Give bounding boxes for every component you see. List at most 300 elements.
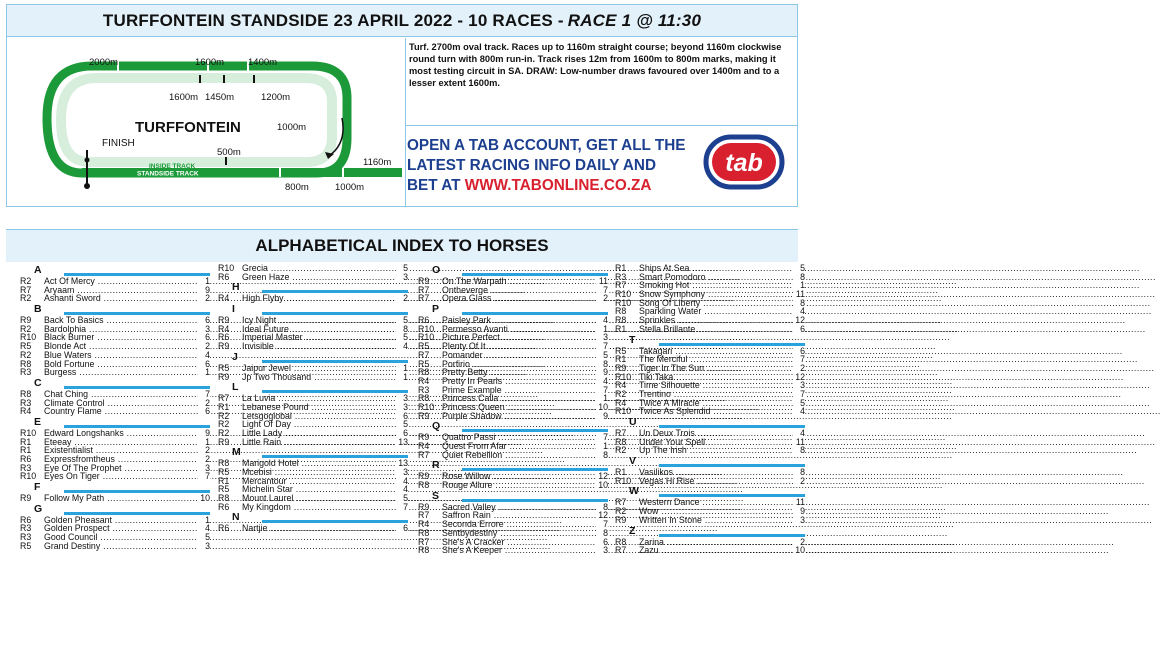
- horse-name: Grand Destiny .....: [44, 542, 198, 551]
- saddle-cloth-number: 8: [596, 529, 608, 538]
- horse-name: Act Of Mercy .....: [44, 277, 198, 286]
- race-number: R1: [218, 401, 230, 412]
- horse-name: Purple Shadow .....: [442, 412, 596, 421]
- saddle-cloth-number: 1: [198, 438, 210, 447]
- race-number: R8: [615, 315, 627, 326]
- race-number: R10: [418, 323, 435, 334]
- horse-name: Imperial Master .....: [242, 333, 396, 342]
- saddle-cloth-number: 4: [596, 316, 608, 325]
- saddle-cloth-number: 1: [596, 394, 608, 403]
- saddle-cloth-number: 4: [396, 477, 408, 486]
- race-number: R8: [418, 393, 430, 404]
- race-number: R6: [218, 501, 230, 512]
- race-number: R8: [20, 388, 32, 399]
- race-number: R5: [218, 362, 230, 373]
- race-number: R2: [20, 349, 32, 360]
- saddle-cloth-number: 3: [793, 381, 805, 390]
- saddle-cloth-number: 3: [793, 516, 805, 525]
- horse-entry: [218, 273, 408, 282]
- horse-name: Prime Example .....: [442, 386, 596, 395]
- saddle-cloth-number: 4: [198, 524, 210, 533]
- saddle-cloth-number: 11: [793, 498, 805, 507]
- saddle-cloth-number: 6: [396, 412, 408, 421]
- horse-name: Mcebisi .....: [242, 468, 396, 477]
- horse-name: Blue Waters .....: [44, 351, 198, 360]
- saddle-cloth-number: 5: [596, 351, 608, 360]
- saddle-cloth-number: 2: [396, 294, 408, 303]
- race-number: R4: [218, 293, 230, 304]
- horse-name: Ashanti Sword .....: [44, 294, 198, 303]
- meeting-title: TURFFONTEIN STANDSIDE 23 APRIL 2022 - 10 RACES -: [102, 10, 564, 30]
- horse-name: Seconda Errore .....: [442, 520, 596, 529]
- race-number: R4: [418, 441, 430, 451]
- horse-name: Eye Of The Prophet .....: [44, 464, 198, 473]
- saddle-cloth-number: 12: [596, 511, 608, 520]
- mark-1000-inner: 1000m: [277, 122, 307, 133]
- horse-entry: [418, 451, 608, 460]
- horse-name: Takagari .....: [639, 347, 793, 356]
- saddle-cloth-number: 6: [793, 347, 805, 356]
- race-number: R7: [418, 293, 430, 304]
- horse-name: Pretty Betty .....: [442, 368, 596, 377]
- letter-label: J: [232, 350, 238, 363]
- tab-logo-text: tab: [725, 149, 763, 177]
- race-number: R7: [615, 497, 627, 508]
- race-number: R5: [20, 341, 32, 352]
- horse-entry: [615, 516, 805, 525]
- race-number: R7: [418, 536, 430, 547]
- saddle-cloth-number: 4: [793, 307, 805, 316]
- horse-entry: [20, 368, 210, 377]
- horse-name: Marigold Hotel .....: [242, 459, 396, 468]
- race-time: RACE 1 @ 11:30: [567, 10, 702, 30]
- horse-name: On The Warpath .....: [442, 277, 596, 286]
- race-number: R5: [615, 345, 627, 356]
- horse-entry: [218, 294, 408, 303]
- saddle-cloth-number: 10: [596, 481, 608, 490]
- saddle-cloth-number: 7: [596, 520, 608, 529]
- race-number: R6: [218, 271, 230, 282]
- horse-name: Lebanese Pound .....: [242, 403, 396, 412]
- horse-name: Mercantour .....: [242, 477, 396, 486]
- horse-name: Green Haze .....: [242, 273, 396, 282]
- saddle-cloth-number: 1: [793, 281, 805, 290]
- horse-name: Ships At Sea .....: [639, 264, 793, 273]
- race-number: R7: [418, 349, 430, 360]
- race-header: [7, 5, 797, 37]
- race-number: R3: [20, 532, 32, 543]
- horse-name: Plenty Of It .....: [442, 342, 596, 351]
- letter-label: N: [232, 511, 240, 524]
- letter-label: U: [629, 416, 637, 428]
- letter-label: S: [432, 489, 440, 502]
- horse-entry: [218, 342, 408, 351]
- horse-entry: [218, 438, 408, 447]
- horse-name: She's A Keeper .....: [442, 546, 596, 555]
- saddle-cloth-number: 6: [198, 333, 210, 342]
- race-number: R10: [615, 297, 632, 308]
- race-number: R10: [615, 289, 632, 300]
- finish-label: FINISH: [102, 138, 135, 149]
- letter-label: H: [232, 281, 240, 294]
- race-number: R3: [20, 367, 32, 378]
- race-number: R3: [20, 397, 32, 408]
- horse-name: Eteeay .....: [44, 438, 198, 447]
- letter-label: E: [34, 415, 42, 428]
- horse-name: Snow Symphony .....: [639, 290, 793, 299]
- saddle-cloth-number: 11: [793, 438, 805, 447]
- race-number: R8: [418, 527, 430, 538]
- horse-name: Vasilikos .....: [639, 468, 793, 477]
- mark-1450: 1450m: [205, 92, 235, 103]
- race-number: R8: [615, 436, 627, 447]
- horse-name: Bardolphia .....: [44, 325, 198, 334]
- race-number: R10: [615, 371, 632, 382]
- horse-name: Zazu .....: [639, 546, 793, 555]
- standside-track-label: STANDSIDE TRACK: [137, 170, 199, 178]
- letter-heading: [418, 490, 608, 503]
- horse-name: Icy Night .....: [242, 316, 396, 325]
- saddle-cloth-number: 8: [793, 299, 805, 308]
- saddle-cloth-number: 9: [793, 507, 805, 516]
- horse-name: Opera Glass .....: [442, 294, 596, 303]
- letter-label: O: [432, 264, 441, 276]
- race-number: R8: [418, 367, 430, 378]
- tab-logo[interactable]: [703, 134, 785, 190]
- saddle-cloth-number: 8: [596, 503, 608, 512]
- saddle-cloth-number: 13: [396, 459, 408, 468]
- horse-name: Princess Calla .....: [442, 394, 596, 403]
- saddle-cloth-number: 5: [198, 533, 210, 542]
- horse-entry: [218, 503, 408, 512]
- letter-heading: [615, 334, 805, 347]
- horse-name: Porfirio .....: [442, 360, 596, 369]
- race-number: R2: [20, 276, 32, 286]
- saddle-cloth-number: 1: [396, 364, 408, 373]
- saddle-cloth-number: 5: [396, 420, 408, 429]
- horse-name: Western Dance .....: [639, 498, 793, 507]
- index-header: ALPHABETICAL INDEX TO HORSES: [6, 229, 798, 262]
- horse-name: Existentialist .....: [44, 446, 198, 455]
- race-number: R5: [218, 484, 230, 495]
- race-number: R1: [615, 263, 627, 273]
- mark-1200: 1200m: [261, 92, 291, 103]
- horse-name: Little Rain .....: [242, 438, 396, 447]
- race-number: R10: [20, 471, 37, 482]
- race-number: R1: [615, 323, 627, 334]
- horse-entry: [418, 546, 608, 555]
- race-number: R6: [418, 315, 430, 326]
- race-number: R5: [418, 341, 430, 352]
- horse-entry: [418, 412, 608, 421]
- index-column-2: [218, 264, 408, 533]
- saddle-cloth-number: 2: [198, 399, 210, 408]
- race-number: R7: [418, 284, 430, 295]
- horse-name: Rouge Allure .....: [442, 481, 596, 490]
- horse-name: Chat Ching .....: [44, 390, 198, 399]
- horse-name: Little Lady .....: [242, 429, 396, 438]
- horse-name: Ontheverge .....: [442, 286, 596, 295]
- horse-name: Tiger In The Sun .....: [639, 364, 793, 373]
- letter-label: V: [629, 455, 637, 468]
- race-number: R8: [615, 306, 627, 317]
- race-number: R9: [218, 315, 230, 326]
- horse-name: Permesso Avanti .....: [442, 325, 596, 334]
- horse-name: High Flyby .....: [242, 294, 396, 303]
- horse-name: Under Your Spell .....: [639, 438, 793, 447]
- race-number: R2: [218, 419, 230, 430]
- race-number: R6: [218, 332, 230, 343]
- letter-heading: [218, 351, 408, 364]
- horse-name: Time Silhouette .....: [639, 381, 793, 390]
- horse-name: Princess Queen .....: [442, 403, 596, 412]
- saddle-cloth-number: 12: [793, 316, 805, 325]
- race-number: R2: [615, 388, 627, 399]
- race-number: R2: [218, 427, 230, 438]
- race-number: R2: [615, 506, 627, 517]
- horse-entry: [615, 325, 805, 334]
- saddle-cloth-number: 2: [596, 294, 608, 303]
- horse-name: My Kingdom .....: [242, 503, 396, 512]
- horse-entry: [218, 524, 408, 533]
- horse-name: Smart Pomodoro .....: [639, 273, 793, 282]
- saddle-cloth-number: 4: [793, 429, 805, 438]
- race-number: R9: [615, 362, 627, 373]
- saddle-cloth-number: 12: [596, 472, 608, 481]
- saddle-cloth-number: 4: [396, 342, 408, 351]
- horse-name: Bold Fortune .....: [44, 360, 198, 369]
- horse-name: Smoking Hot .....: [639, 281, 793, 290]
- letter-label: C: [34, 376, 42, 389]
- saddle-cloth-number: 4: [793, 407, 805, 416]
- letter-heading: [20, 416, 210, 429]
- letter-label: A: [34, 264, 42, 276]
- race-number: R3: [615, 271, 627, 282]
- letter-label: I: [232, 303, 235, 316]
- index-column-3: [418, 264, 608, 555]
- race-number: R1: [615, 467, 627, 478]
- horse-name: Stella Brillante .....: [639, 325, 793, 334]
- letter-heading: [615, 525, 805, 538]
- horse-name: Eyes On Tiger .....: [44, 472, 198, 481]
- promo-line-3: BET AT: [407, 177, 461, 194]
- saddle-cloth-number: 2: [198, 294, 210, 303]
- horse-entry: [615, 477, 805, 486]
- letter-label: R: [432, 459, 440, 472]
- mark-500: 500m: [217, 147, 241, 158]
- letter-label: T: [629, 333, 636, 346]
- mark-1000-straight: 1000m: [335, 182, 365, 193]
- saddle-cloth-number: 7: [793, 390, 805, 399]
- race-number: R7: [20, 284, 32, 295]
- saddle-cloth-number: 4: [198, 351, 210, 360]
- race-number: R1: [20, 436, 32, 447]
- horse-name: Zarina .....: [639, 538, 793, 547]
- horse-name: Aryaam .....: [44, 286, 198, 295]
- horse-name: Quest From Afar .....: [442, 442, 596, 451]
- horse-name: Burgess .....: [44, 368, 198, 377]
- horse-name: Trentino .....: [639, 390, 793, 399]
- race-number: R10: [418, 401, 435, 412]
- horse-name: La Luvia .....: [242, 394, 396, 403]
- horse-name: Un Deux Trois .....: [639, 429, 793, 438]
- saddle-cloth-number: 3: [596, 333, 608, 342]
- mark-2000: 2000m: [89, 57, 119, 68]
- saddle-cloth-number: 2: [198, 342, 210, 351]
- saddle-cloth-number: 6: [596, 538, 608, 547]
- saddle-cloth-number: 9: [596, 368, 608, 377]
- horse-name: Jaipur Jewel .....: [242, 364, 396, 373]
- race-number: R8: [418, 545, 430, 556]
- saddle-cloth-number: 7: [198, 472, 210, 481]
- letter-label: B: [34, 303, 42, 316]
- promo-url-link[interactable]: WWW.TABONLINE.CO.ZA: [464, 177, 652, 194]
- saddle-cloth-number: 1: [198, 277, 210, 286]
- horse-name: She's A Cracker .....: [442, 538, 596, 547]
- track-description: Turf. 2700m oval track. Races up to 1160m straight course; beyond 1160m clockwise round turn with 800m run-in. Track rises 12m from 1600m to 800m marks, making it most testing circuit in SA. DRAW: Low-number draws favoured over 1400m and to a lesser extent 1600m.: [409, 42, 782, 88]
- saddle-cloth-number: 7: [198, 390, 210, 399]
- race-number: R10: [615, 475, 632, 486]
- saddle-cloth-number: 9: [198, 429, 210, 438]
- race-number: R4: [20, 406, 32, 417]
- race-number: R1: [20, 445, 32, 456]
- saddle-cloth-number: 7: [596, 286, 608, 295]
- saddle-cloth-number: 2: [793, 477, 805, 486]
- race-number: R5: [218, 467, 230, 477]
- saddle-cloth-number: 2: [793, 364, 805, 373]
- race-number: R9: [20, 315, 32, 326]
- race-number: R8: [418, 480, 430, 491]
- horse-name: Up The Irish .....: [639, 446, 793, 455]
- race-number: R4: [418, 519, 430, 530]
- mark-1160: 1160m: [363, 157, 392, 168]
- saddle-cloth-number: 2: [793, 538, 805, 547]
- horse-name: Pretty In Pearls .....: [442, 377, 596, 386]
- race-number: R6: [20, 514, 32, 525]
- saddle-cloth-number: 8: [793, 446, 805, 455]
- horse-name: Ideal Future .....: [242, 325, 396, 334]
- saddle-cloth-number: 5: [793, 264, 805, 273]
- race-number: R3: [20, 462, 32, 473]
- saddle-cloth-number: 8: [793, 273, 805, 282]
- race-number: R9: [418, 471, 430, 482]
- horse-entry: [615, 546, 805, 555]
- horse-entry: [218, 373, 408, 382]
- horse-name: Wow .....: [639, 507, 793, 516]
- horse-name: Pomander .....: [442, 351, 596, 360]
- race-number: R4: [615, 380, 627, 391]
- race-number: R5: [418, 358, 430, 369]
- saddle-cloth-number: 3: [198, 542, 210, 551]
- race-number: R3: [418, 384, 430, 395]
- saddle-cloth-number: 1: [596, 325, 608, 334]
- horse-name: Golden Prospect .....: [44, 524, 198, 533]
- saddle-cloth-number: 10: [793, 546, 805, 555]
- race-number: R9: [218, 371, 230, 382]
- index-column-1: [20, 264, 210, 551]
- letter-heading: [20, 377, 210, 390]
- inside-track-label: INSIDE TRACK: [149, 163, 196, 170]
- race-number: R7: [418, 449, 430, 460]
- race-number: R2: [218, 410, 230, 421]
- horse-name: Song Of Liberty .....: [639, 299, 793, 308]
- saddle-cloth-number: 3: [198, 464, 210, 473]
- horse-name: Jp Two Thousand .....: [242, 373, 396, 382]
- horse-entry: [615, 407, 805, 416]
- letter-label: L: [232, 381, 239, 394]
- horse-name: Invisible .....: [242, 342, 396, 351]
- horse-name: Quiet Rebellion .....: [442, 451, 596, 460]
- horse-name: The Merciful .....: [639, 355, 793, 364]
- straight-course: [82, 168, 402, 177]
- race-number: R3: [20, 523, 32, 534]
- promo-line-1: OPEN A TAB ACCOUNT, GET ALL THE: [407, 137, 686, 154]
- horse-name: Tiki Taka .....: [639, 373, 793, 382]
- saddle-cloth-number: 3: [396, 468, 408, 477]
- horse-name: Sentbydestiny .....: [442, 529, 596, 538]
- mark-800: 800m: [285, 182, 309, 193]
- saddle-cloth-number: 6: [198, 360, 210, 369]
- race-number: R7: [418, 510, 430, 521]
- saddle-cloth-number: 4: [596, 377, 608, 386]
- horse-name: Light Of Day .....: [242, 420, 396, 429]
- horse-name: Mount Laurel .....: [242, 494, 396, 503]
- saddle-cloth-number: 2: [198, 455, 210, 464]
- saddle-cloth-number: 1: [198, 516, 210, 525]
- saddle-cloth-number: 5: [396, 333, 408, 342]
- saddle-cloth-number: 10: [198, 494, 210, 503]
- horse-name: Twice As Splendid .....: [639, 407, 793, 416]
- race-number: R4: [218, 323, 230, 334]
- horse-name: Twice A Miracle .....: [639, 399, 793, 408]
- race-number: R9: [20, 493, 32, 504]
- horse-name: Country Flame .....: [44, 407, 198, 416]
- race-number: R4: [615, 397, 627, 408]
- saddle-cloth-number: 7: [596, 386, 608, 395]
- mark-1600-outer: 1600m: [195, 57, 225, 68]
- divider-horizontal: [406, 125, 798, 126]
- mark-1400: 1400m: [248, 57, 278, 68]
- saddle-cloth-number: 3: [198, 325, 210, 334]
- race-number: R10: [20, 427, 37, 438]
- letter-label: G: [34, 502, 43, 515]
- saddle-cloth-number: 7: [396, 503, 408, 512]
- race-number: R8: [218, 458, 230, 469]
- saddle-cloth-number: 6: [793, 325, 805, 334]
- divider-vertical: [405, 38, 406, 206]
- saddle-cloth-number: 9: [596, 412, 608, 421]
- horse-name: Edward Longshanks .....: [44, 429, 198, 438]
- saddle-cloth-number: 3: [596, 546, 608, 555]
- horse-name: Grecia .....: [242, 264, 396, 273]
- horse-name: Back To Basics .....: [44, 316, 198, 325]
- letter-label: Q: [432, 420, 441, 433]
- horse-name: Blonde Act .....: [44, 342, 198, 351]
- saddle-cloth-number: 7: [596, 342, 608, 351]
- saddle-cloth-number: 5: [396, 494, 408, 503]
- race-number: R7: [615, 545, 627, 556]
- horse-name: Good Council .....: [44, 533, 198, 542]
- letter-label: Z: [629, 524, 636, 537]
- saddle-cloth-number: 4: [396, 485, 408, 494]
- track-map: [7, 38, 405, 206]
- horse-name: Saffron Rain .....: [442, 511, 596, 520]
- race-number: R2: [20, 293, 32, 304]
- saddle-cloth-number: 1: [198, 368, 210, 377]
- saddle-cloth-number: 8: [596, 451, 608, 460]
- saddle-cloth-number: 6: [396, 429, 408, 438]
- race-number: R7: [218, 393, 230, 404]
